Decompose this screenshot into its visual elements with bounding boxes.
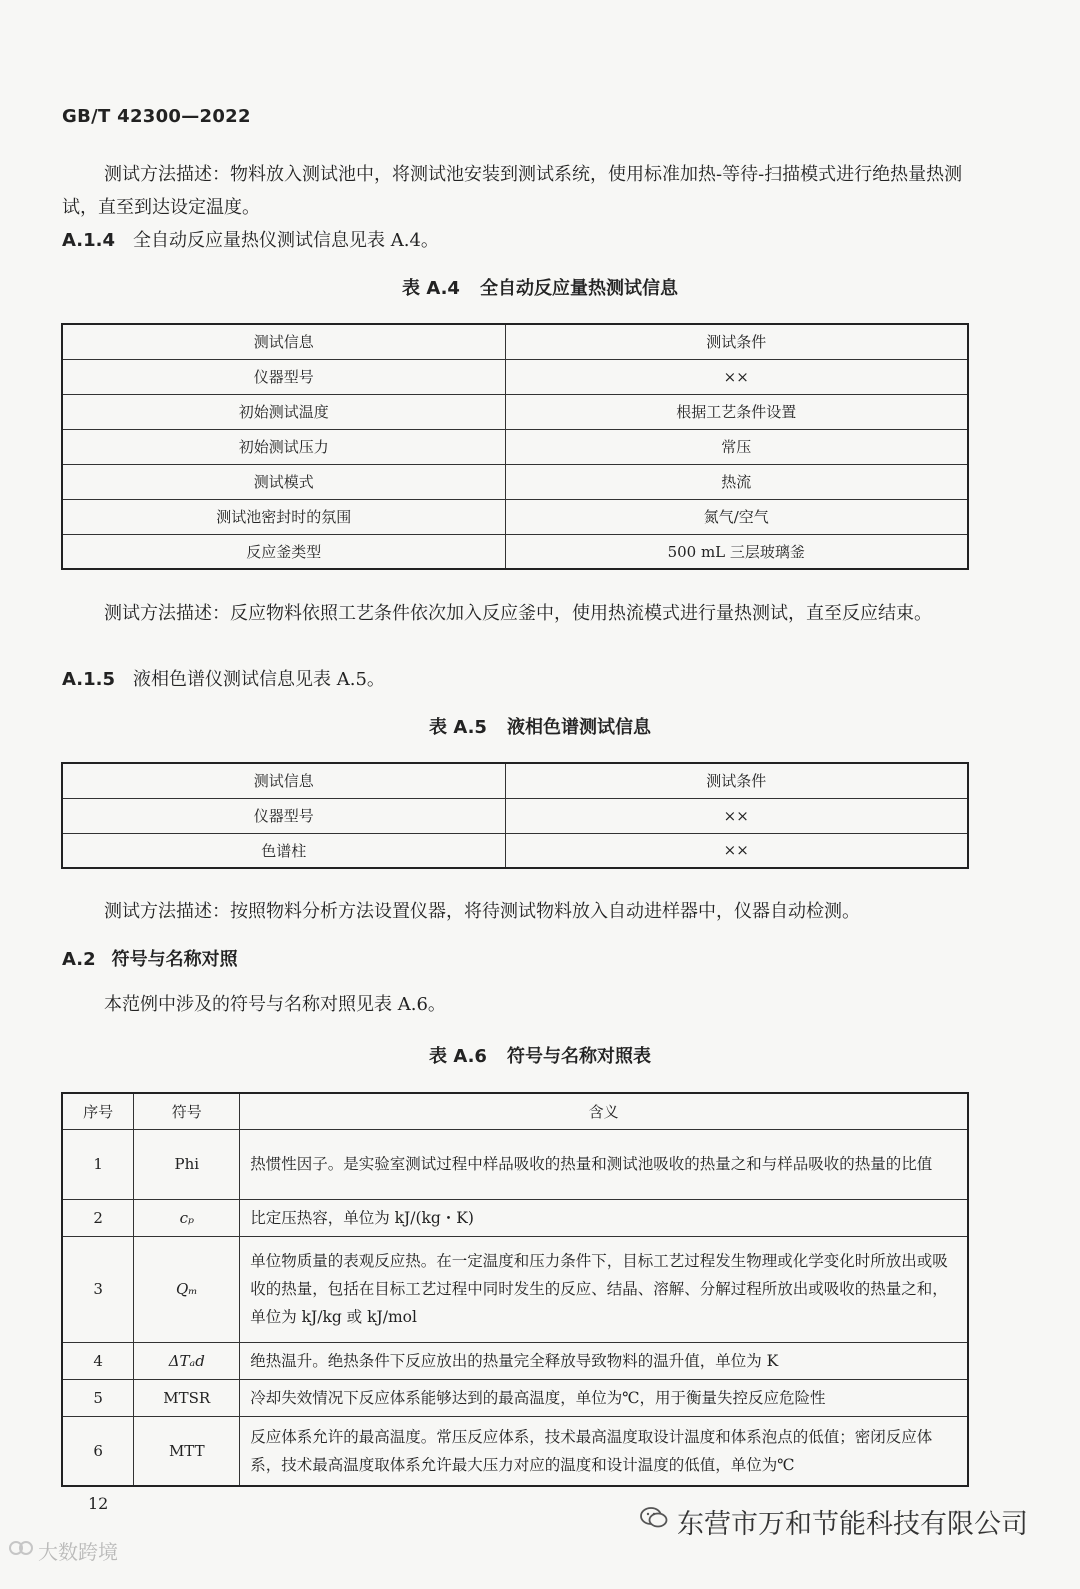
paragraph-test-method-3: 测试方法描述：按照物料分析方法设置仪器，将待测试物料放入自动进样器中，仪器自动检测。 <box>104 901 860 922</box>
table-a5-caption <box>0 713 1080 739</box>
table-row <box>62 499 968 534</box>
table-a5 <box>61 762 969 869</box>
table-cell: 3 <box>62 1236 134 1342</box>
table-row <box>62 798 968 833</box>
table-cell: ×× <box>505 359 968 394</box>
table-cell: 常压 <box>505 429 968 464</box>
table-cell: 仪器型号 <box>62 798 505 833</box>
table-cell: 2 <box>62 1199 134 1236</box>
table-row <box>62 429 968 464</box>
paragraph-table-a6-reference: 本范例中涉及的符号与名称对照见表 A.6。 <box>104 994 446 1015</box>
clause-a-1-4 <box>62 226 439 252</box>
table-cell: 1 <box>62 1129 134 1199</box>
clause-text: 液相色谱仪测试信息见表 A.5。 <box>133 669 385 690</box>
paragraph-test-method-2: 测试方法描述：反应物料依照工艺条件依次加入反应釜中，使用热流模式进行量热测试，直至反应结束。 <box>104 603 932 624</box>
clause-text: 全自动反应量热仪测试信息见表 A.4。 <box>133 230 439 251</box>
column-header: 测试条件 <box>505 324 968 359</box>
paragraph-test-method-1: 测试方法描述：物料放入测试池中，将测试池安装到测试系统，使用标准加热-等待-扫描模式进行绝热量热测试，直至到达设定温度。 <box>62 164 963 218</box>
table-row <box>62 464 968 499</box>
wechat-watermark <box>639 1502 1028 1541</box>
column-header: 测试条件 <box>505 763 968 798</box>
column-header: 含义 <box>240 1093 968 1129</box>
table-cell: 4 <box>62 1342 134 1379</box>
symbol-cell: ΔTₐd <box>134 1342 240 1379</box>
table-title: 全自动反应量热测试信息 <box>479 278 678 299</box>
corner-watermark-text: 大数跨境 <box>38 1540 118 1564</box>
table-cell: 根据工艺条件设置 <box>505 394 968 429</box>
column-header: 测试信息 <box>62 763 505 798</box>
symbol-cell: cₚ <box>134 1199 240 1236</box>
table-cell: 氮气/空气 <box>505 499 968 534</box>
table-row <box>62 1236 968 1342</box>
table-a4-caption <box>0 274 1080 300</box>
table-cell: 反应釜类型 <box>62 534 505 569</box>
column-header: 符号 <box>134 1093 240 1129</box>
table-row <box>62 1379 968 1416</box>
table-cell: 测试模式 <box>62 464 505 499</box>
meaning-cell: 热惯性因子。是实验室测试过程中样品吸收的热量和测试池吸收的热量之和与样品吸收的热量的比值 <box>240 1129 968 1199</box>
table-a6 <box>61 1092 969 1487</box>
section-title: 符号与名称对照 <box>111 949 238 970</box>
table-row <box>62 1342 968 1379</box>
table-number: 表 A.6 <box>429 1046 487 1067</box>
table-header-row <box>62 763 968 798</box>
table-cell: 色谱柱 <box>62 833 505 868</box>
page-number: 12 <box>88 1494 109 1513</box>
meaning-cell: 单位物质量的表观反应热。在一定温度和压力条件下，目标工艺过程发生物理或化学变化时所放出或吸收的热量，包括在目标工艺过程中同时发生的反应、结晶、溶解、分解过程所放出或吸收的热量之和，单位为 kJ/kg 或 kJ/mol <box>240 1236 968 1342</box>
standard-number: GB/T 42300—2022 <box>62 106 251 127</box>
table-cell: 500 mL 三层玻璃釜 <box>505 534 968 569</box>
logo-icon <box>8 1538 34 1563</box>
table-header-row <box>62 324 968 359</box>
symbol-cell: MTSR <box>134 1379 240 1416</box>
table-a6-caption <box>0 1042 1080 1068</box>
section-number: A.2 <box>62 949 96 970</box>
wechat-icon <box>639 1505 669 1538</box>
symbol-cell: Phi <box>134 1129 240 1199</box>
table-row <box>62 359 968 394</box>
table-row <box>62 1416 968 1486</box>
table-number: 表 A.4 <box>402 278 460 299</box>
table-a4 <box>61 323 969 570</box>
table-cell: 5 <box>62 1379 134 1416</box>
symbol-cell: MTT <box>134 1416 240 1486</box>
table-cell: 6 <box>62 1416 134 1486</box>
table-cell: ×× <box>505 798 968 833</box>
table-cell: 热流 <box>505 464 968 499</box>
table-row <box>62 1129 968 1199</box>
table-row <box>62 394 968 429</box>
symbol-cell: Qₘ <box>134 1236 240 1342</box>
table-cell: 测试池密封时的氛围 <box>62 499 505 534</box>
table-cell: 初始测试温度 <box>62 394 505 429</box>
clause-number: A.1.5 <box>62 669 115 690</box>
column-header: 序号 <box>62 1093 134 1129</box>
meaning-cell: 反应体系允许的最高温度。常压反应体系，技术最高温度取设计温度和体系泡点的低值；密闭反应体系，技术最高温度取体系允许最大压力对应的温度和设计温度的低值，单位为℃ <box>240 1416 968 1486</box>
column-header: 测试信息 <box>62 324 505 359</box>
clause-a-1-5 <box>62 665 385 691</box>
meaning-cell: 冷却失效情况下反应体系能够达到的最高温度，单位为℃，用于衡量失控反应危险性 <box>240 1379 968 1416</box>
table-cell: 初始测试压力 <box>62 429 505 464</box>
table-number: 表 A.5 <box>429 717 487 738</box>
meaning-cell: 比定压热容，单位为 kJ/(kg・K) <box>240 1199 968 1236</box>
meaning-cell: 绝热温升。绝热条件下反应放出的热量完全释放导致物料的温升值，单位为 K <box>240 1342 968 1379</box>
table-title: 液相色谱测试信息 <box>506 717 651 738</box>
table-row <box>62 1199 968 1236</box>
table-header-row <box>62 1093 968 1129</box>
section-heading-a2 <box>62 945 238 971</box>
corner-watermark <box>8 1536 118 1565</box>
table-row <box>62 534 968 569</box>
table-cell: ×× <box>505 833 968 868</box>
table-cell: 仪器型号 <box>62 359 505 394</box>
clause-number: A.1.4 <box>62 230 115 251</box>
table-title: 符号与名称对照表 <box>506 1046 651 1067</box>
watermark-text: 东营市万和节能科技有限公司 <box>677 1509 1028 1540</box>
table-row <box>62 833 968 868</box>
